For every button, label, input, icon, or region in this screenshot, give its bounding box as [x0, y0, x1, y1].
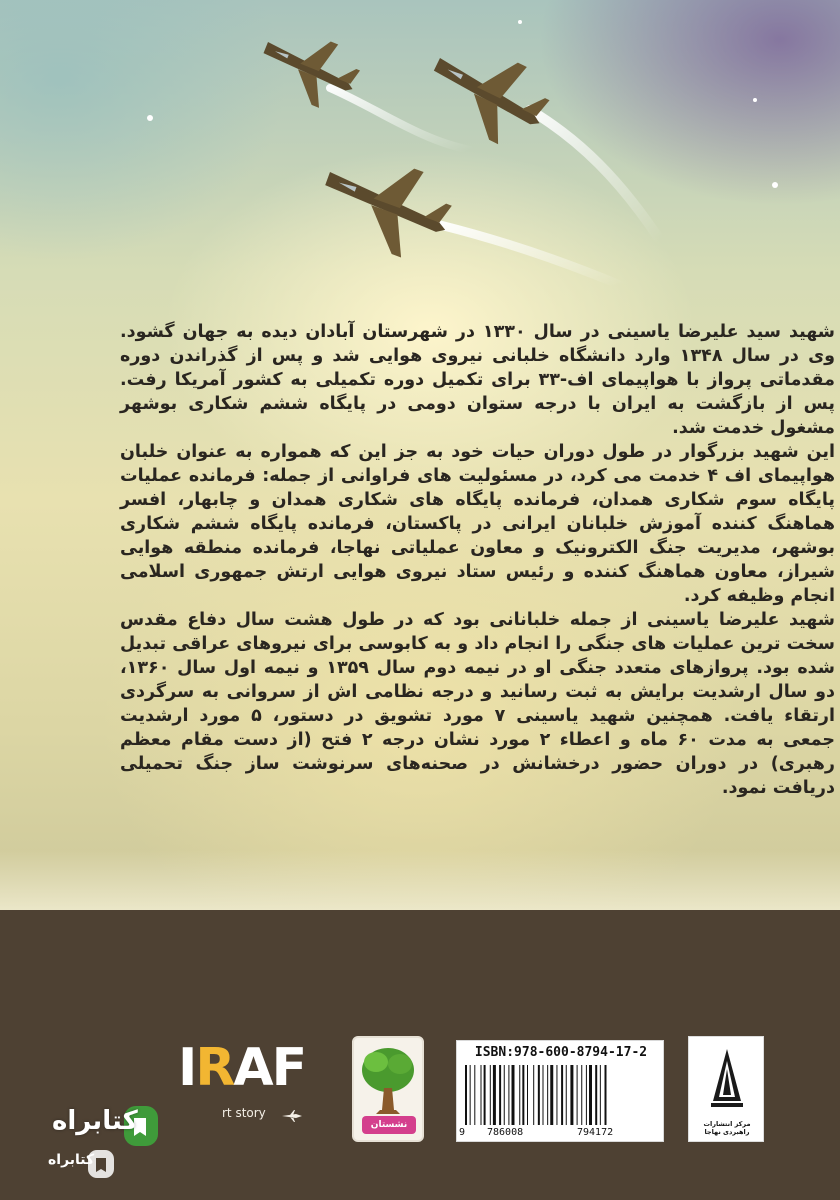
barcode-bar	[566, 1065, 567, 1125]
biography-paragraph-3: شهید علیرضا یاسینی از جمله خلبانانی بود که در طول هشت سال دفاع مقدس سخت ترین عملیات های جنگی را انجام داد و به کابوسی برای نیروهای عراقی تبدیل شده بود. پروازهای متعدد جنگی او در نیمه دوم سال ۱۳۵۹ و نیمه اول سال ۱۳۶۰، دو سال ارشدیت برایش به ثبت رسانید و درجه نظامی اش از سروانی به سرگردی ارتقاء یافت. همچنین شهید یاسینی ۷ مورد تشویق در دستور، ۵ مورد ارشدیت جمعی به مدت ۶۰ ماه و اعطاء ۲ مورد نشان درجه ۲ فتح (از دست مقام معظم رهبری) در دوران حضور درخشانش در صحنه‌های سرنوشت ساز جنگ تحمیلی دریافت نمود.	[120, 610, 836, 798]
barcode-bar	[561, 1065, 563, 1125]
barcode-bar	[533, 1065, 534, 1125]
barcode-bar	[499, 1065, 501, 1125]
barcode-bars	[465, 1065, 657, 1125]
barcode-bar	[581, 1065, 582, 1125]
sky-fade	[0, 850, 840, 910]
publisher-logo	[688, 1036, 764, 1142]
barcode-bar	[519, 1065, 520, 1125]
barcode-bar	[508, 1065, 509, 1125]
barcode-digits-right: 794172	[577, 1127, 614, 1138]
barcode-lead-digit: 9	[459, 1127, 466, 1138]
barcode-bar	[589, 1065, 592, 1125]
barcode-bar	[470, 1065, 471, 1125]
tree-publisher-logo	[352, 1036, 424, 1142]
barcode-bar	[556, 1065, 557, 1125]
isbn-number: ISBN:978-600-8794-17-2	[474, 1045, 648, 1060]
iraf-logo	[178, 1040, 306, 1130]
ketabrah-wordmark-small: کتابراه	[48, 1152, 95, 1168]
barcode-bar	[550, 1065, 553, 1125]
barcode-bar	[481, 1065, 482, 1125]
barcode-bar	[595, 1065, 597, 1125]
barcode-bar	[465, 1065, 467, 1125]
biography-text	[120, 320, 835, 800]
barcode-bar	[474, 1065, 475, 1125]
barcode-bar	[543, 1065, 544, 1125]
jet-bottom	[311, 142, 461, 268]
barcode-bar	[512, 1065, 515, 1125]
barcode-bar	[490, 1065, 491, 1125]
barcode-bar	[538, 1065, 540, 1125]
barcode-bar	[522, 1065, 524, 1125]
fighter-jets-illustration	[0, 0, 840, 320]
barcode-digits-left: 786008	[487, 1127, 524, 1138]
barcode-bar	[577, 1065, 578, 1125]
iraf-letter: I	[178, 1038, 196, 1098]
biography-paragraph-1: شهید سید علیرضا یاسینی در سال ۱۳۳۰ در شهرستان آبادان دیده به جهان گشود. وی در سال ۱۳۴۸ وارد دانشگاه خلبانی نیروی هوایی شد و پس از گذراندن دوره مقدماتی پرواز با هواپیمای اف-۳۳ برای تکمیل دوره تکمیلی به کشور آمریکا رفت. پس از بازگشت به ایران با درجه ستوان دومی در پایگاه ششم شکاری بوشهر مشغول خدمت شد.	[120, 322, 835, 438]
barcode-bar	[605, 1065, 607, 1125]
publisher-caption: مرکز انتشارات راهبردی نهاجا	[703, 1120, 751, 1136]
barcode-bar	[600, 1065, 601, 1125]
iraf-letter: F	[271, 1038, 306, 1098]
isbn-barcode	[456, 1040, 664, 1142]
iraf-letter: A	[233, 1038, 272, 1098]
barcode-bar	[484, 1065, 486, 1125]
barcode-bar	[547, 1065, 548, 1125]
barcode-bar	[493, 1065, 496, 1125]
barcode-bar	[570, 1065, 573, 1125]
tree-publisher-label: نشستان	[362, 1116, 416, 1134]
publisher-emblem-icon	[689, 1041, 765, 1121]
tree-icon	[354, 1040, 422, 1120]
biography-paragraph-2: این شهید بزرگوار در طول دوران حیات خود به جز این که همواره به عنوان خلبان هواپیمای اف ۴ خدمت می کرد، در مسئولیت های فراوانی از جمله: فرمانده عملیات پایگاه سوم شکاری همدان، فرمانده پایگاه های شکاری همدان و چابهار، افسر هماهنگ کننده آموزش خلبانان ایرانی در پاکستان، فرمانده پایگاه ششم شکاری بوشهر، مدیریت جنگ الکترونیک و معاون عملیاتی نهاجا، فرمانده منطقه هوایی شیراز، معاون هماهنگ کننده و رئیس ستاد نیروی هوایی ارتش جمهوری اسلامی انجام وظیفه کرد.	[120, 442, 835, 606]
ketabrah-wordmark: کتابراه	[52, 1106, 138, 1136]
iraf-letter: R	[195, 1038, 234, 1098]
ketabrah-watermark	[10, 1100, 160, 1190]
iraf-subtitle: rt story	[222, 1106, 266, 1120]
jet-silhouette-icon	[282, 1110, 302, 1122]
barcode-bar	[586, 1065, 587, 1125]
jet-left	[252, 20, 366, 117]
barcode-bar	[504, 1065, 505, 1125]
barcode-bar	[527, 1065, 528, 1125]
iraf-wordmark	[178, 1040, 305, 1096]
